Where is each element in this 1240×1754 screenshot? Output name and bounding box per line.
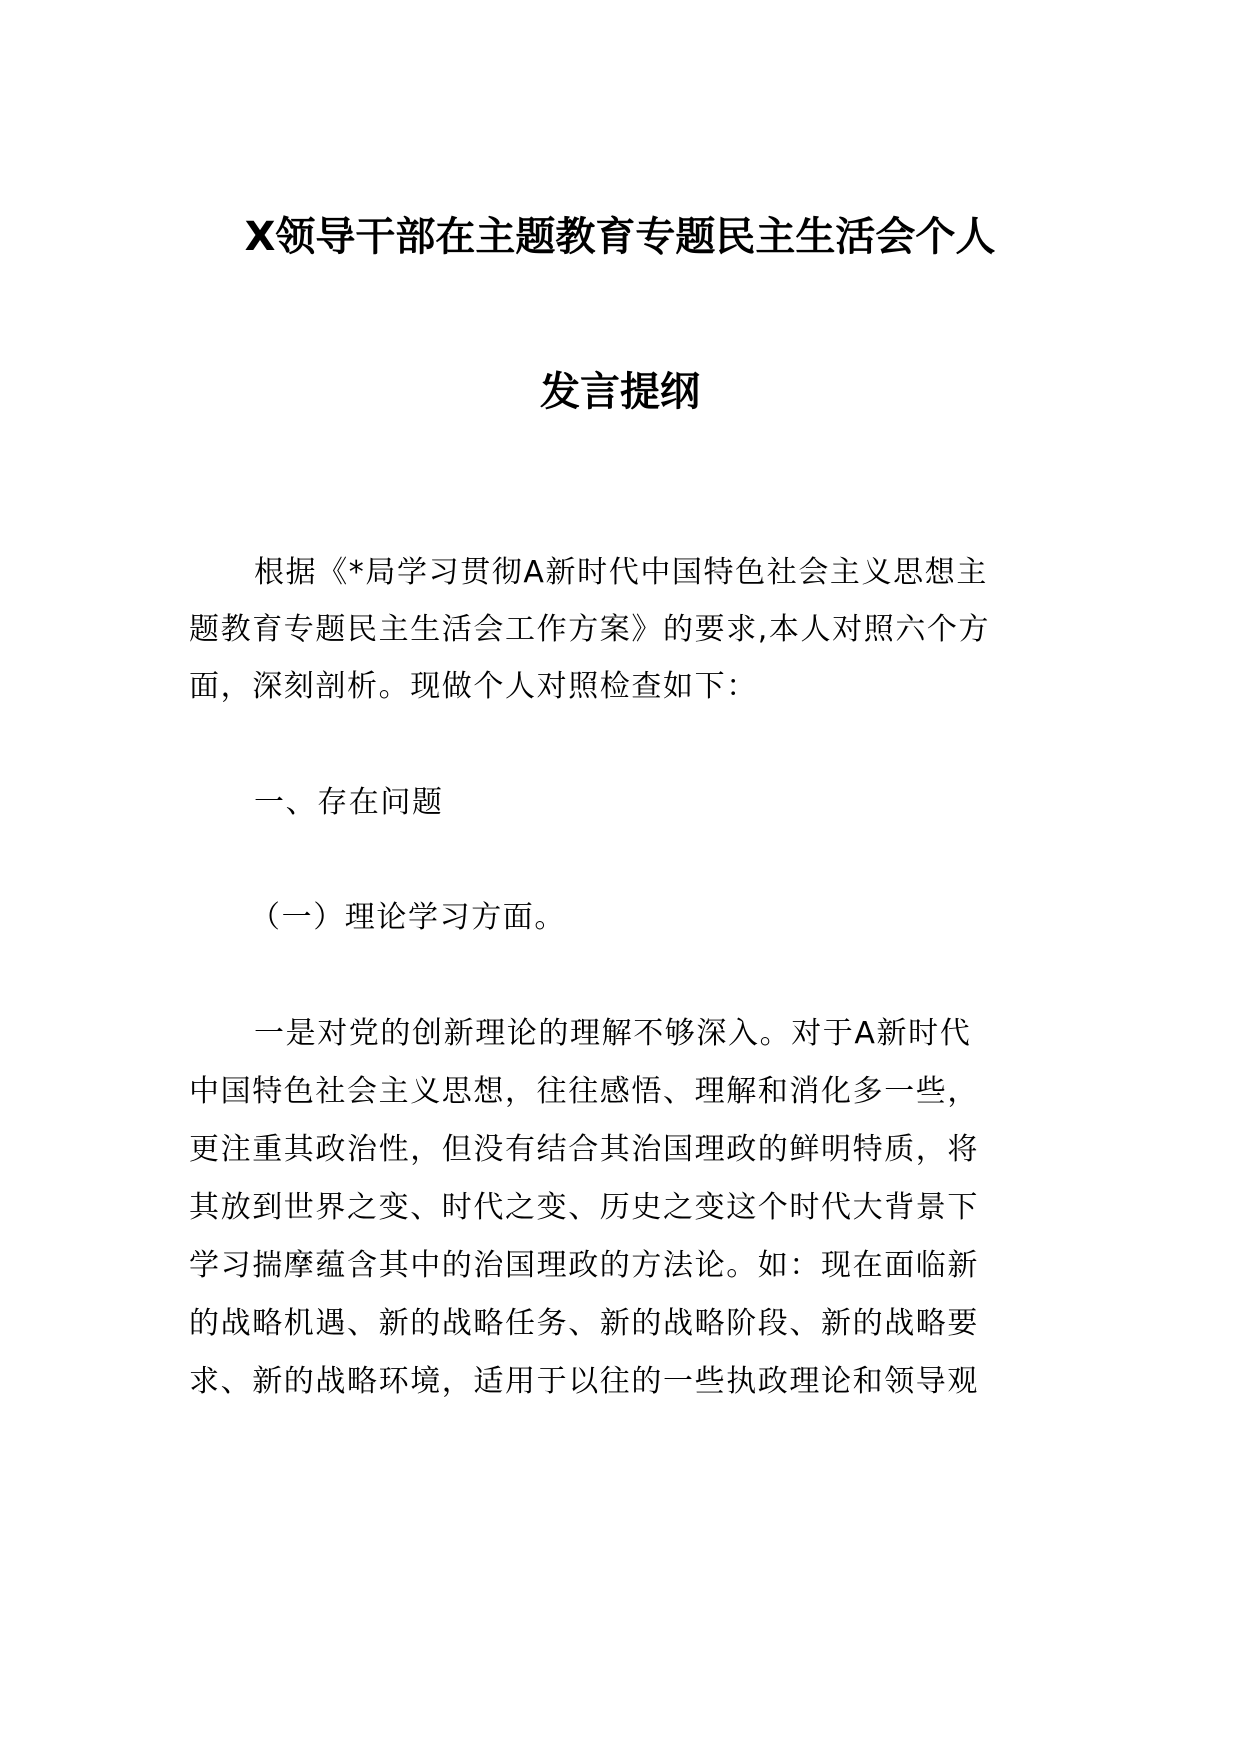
intro-line-1: 根据《*局学习贯彻A新时代中国特色社会主义思想主 [254,555,988,590]
document-title-line-1: X领导干部在主题教育专题民主生活会个人 [244,214,996,260]
document-title-line-2: 发言提纲 [540,369,700,415]
paragraph-line-4: 其放到世界之变、时代之变、历史之变这个时代大背景下 [189,1190,979,1225]
paragraph-line-6: 的战略机遇、新的战略任务、新的战略阶段、新的战略要 [189,1306,979,1341]
subsection-heading-theory-study: （一）理论学习方面。 [250,900,566,935]
paragraph-line-1: 一是对党的创新理论的理解不够深入。对于A新时代 [254,1016,972,1051]
paragraph-line-2: 中国特色社会主义思想，往往感悟、理解和消化多一些， [189,1074,979,1109]
paragraph-line-5: 学习揣摩蕴含其中的治国理政的方法论。如：现在面临新 [189,1248,979,1283]
paragraph-line-3: 更注重其政治性，但没有结合其治国理政的鲜明特质，将 [189,1132,979,1167]
section-heading-problems: 一、存在问题 [254,785,444,820]
intro-line-2: 题教育专题民主生活会工作方案》的要求,本人对照六个方 [189,612,991,647]
intro-line-3: 面，深刻剖析。现做个人对照检查如下： [189,669,758,704]
paragraph-line-7: 求、新的战略环境，适用于以往的一些执政理论和领导观 [189,1364,979,1399]
